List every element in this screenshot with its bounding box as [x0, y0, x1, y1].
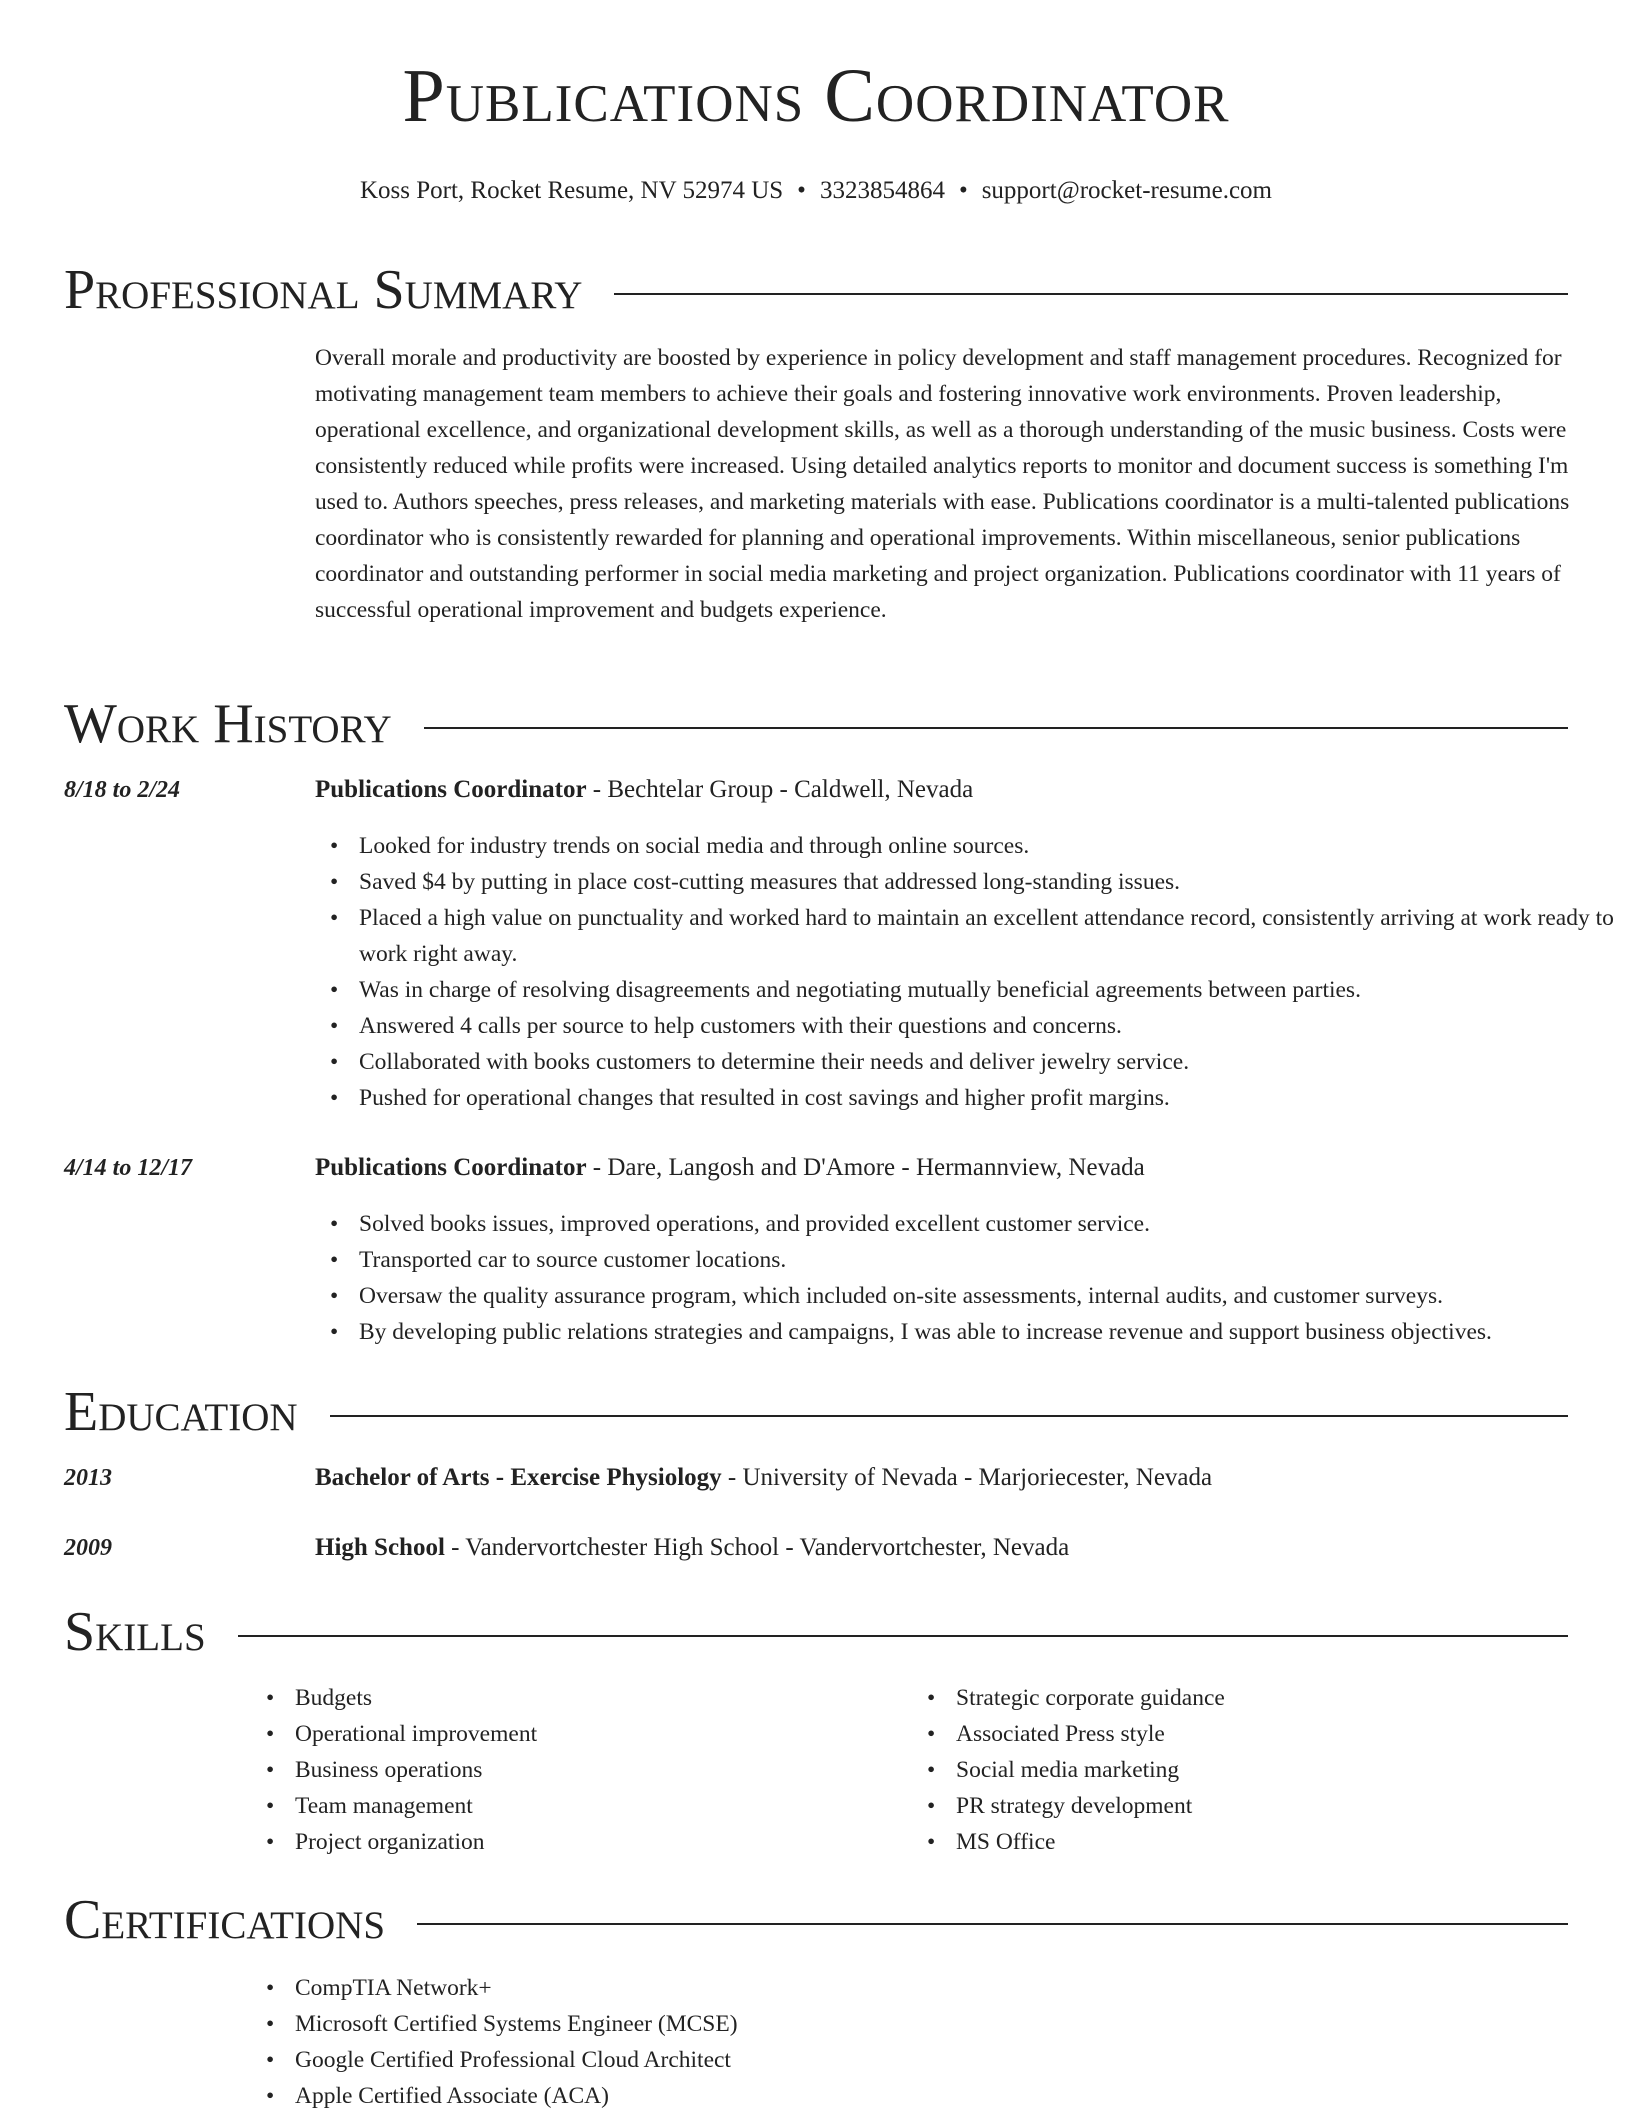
job-bullets — [315, 828, 1625, 1116]
summary-text: Overall morale and productivity are boosted by experience in policy development and staff management procedures. Recognized for motivating management team members to achieve their goals and fostering innovative work environments. Proven leadership, operational excellence, and organizational development skills, as well as a thorough understanding of the music business. Costs were consistently reduced while profits were increased. Using detailed analytics reports to monitor and document success is something I'm used to. Authors speeches, press releases, and marketing materials with ease. Publications coordinator is a multi-talented publications coordinator who is consistently rewarded for planning and operational improvements. Within miscellaneous, senior publications coordinator and outstanding performer in social media marketing and project organization. Publications coordinator with 11 years of successful operational improvement and budgets experience. — [315, 345, 1570, 623]
list-item: • Microsoft Certified Systems Engineer (MCSE) — [295, 2006, 1295, 2042]
list-item: • CompTIA Network+ — [295, 1970, 1295, 2006]
list-item: • Oversaw the quality assurance program, which included on-site assessments, internal audits, and customer surveys. — [359, 1278, 1632, 1314]
contact-phone: 3323854864 — [819, 177, 945, 204]
section-title: Education — [64, 1381, 298, 1443]
list-item: • Associated Press style — [956, 1716, 1556, 1752]
list-item: • Apple Certified Associate (ACA) — [295, 2078, 1295, 2114]
education-heading — [315, 1532, 1069, 1564]
job-heading — [315, 774, 973, 806]
education-heading — [315, 1462, 1212, 1494]
list-item: • Strategic corporate guidance — [956, 1680, 1556, 1716]
section-header-summary — [64, 259, 1568, 321]
section-divider — [614, 293, 1568, 295]
section-title: Skills — [64, 1601, 206, 1663]
list-item: • Solved books issues, improved operations, and provided excellent customer service. — [359, 1206, 1632, 1242]
job-title: Publications Coordinator — [315, 1154, 587, 1181]
page-title: Publications Coordinator — [402, 54, 1230, 138]
education-school: - University of Nevada - Marjoriecester, Nevada — [721, 1464, 1213, 1491]
education-year: 2013 — [64, 1465, 112, 1491]
contact-email[interactable]: support@rocket-resume.com — [981, 177, 1272, 204]
list-item: • Saved $4 by putting in place cost-cutting measures that addressed long-standing issues. — [359, 864, 1625, 900]
list-item: • Was in charge of resolving disagreements and negotiating mutually beneficial agreements between parties. — [359, 972, 1625, 1008]
section-header-certifications — [64, 1889, 1568, 1951]
section-divider — [417, 1923, 1568, 1925]
section-title: Certifications — [64, 1889, 386, 1951]
list-item: • MS Office — [956, 1824, 1556, 1860]
list-item: • By developing public relations strategies and campaigns, I was able to increase revenue and support business objectives. — [359, 1314, 1632, 1350]
list-item: • Collaborated with books customers to determine their needs and deliver jewelry service. — [359, 1044, 1625, 1080]
education-school: - Vandervortchester High School - Vandervortchester, Nevada — [444, 1534, 1070, 1561]
list-item: • Answered 4 calls per source to help customers with their questions and concerns. — [359, 1008, 1625, 1044]
section-title: Professional Summary — [64, 259, 583, 321]
list-item: • Operational improvement — [295, 1716, 855, 1752]
list-item: • Pushed for operational changes that resulted in cost savings and higher profit margins. — [359, 1080, 1625, 1116]
contact-line — [0, 176, 1632, 206]
job-dates: 8/18 to 2/24 — [64, 777, 181, 803]
list-item: • Placed a high value on punctuality and worked hard to maintain an excellent attendance record, consistently arriving at work ready to work right away. — [359, 900, 1625, 972]
section-header-work — [64, 693, 1568, 755]
education-degree: Bachelor of Arts - Exercise Physiology — [315, 1464, 722, 1491]
list-item: • Looked for industry trends on social media and through online sources. — [359, 828, 1625, 864]
contact-address: Koss Port, Rocket Resume, NV 52974 US — [360, 177, 784, 204]
section-divider — [424, 727, 1568, 729]
education-degree: High School — [315, 1534, 445, 1561]
section-header-skills — [64, 1601, 1568, 1663]
job-title: Publications Coordinator — [315, 776, 587, 803]
job-dates: 4/14 to 12/17 — [64, 1155, 193, 1181]
section-header-education — [64, 1381, 1568, 1443]
list-item: • Google Certified Professional Cloud Architect — [295, 2042, 1295, 2078]
list-item: • Budgets — [295, 1680, 855, 1716]
section-title: Work History — [64, 693, 392, 755]
certifications-list — [251, 1970, 1295, 2114]
job-bullets — [315, 1206, 1632, 1350]
job-heading — [315, 1152, 1145, 1184]
list-item: • Social media marketing — [956, 1752, 1556, 1788]
job-employer: - Dare, Langosh and D'Amore - Hermannview, Nevada — [586, 1154, 1145, 1181]
skills-list-left — [251, 1680, 855, 1860]
separator-dot: • — [958, 177, 968, 204]
education-year: 2009 — [64, 1535, 112, 1561]
list-item: • PR strategy development — [956, 1788, 1556, 1824]
job-employer: - Bechtelar Group - Caldwell, Nevada — [586, 776, 974, 803]
list-item: • Team management — [295, 1788, 855, 1824]
separator-dot: • — [797, 177, 806, 204]
section-divider — [238, 1635, 1568, 1637]
section-divider — [330, 1415, 1568, 1417]
list-item: • Project organization — [295, 1824, 855, 1860]
list-item: • Transported car to source customer locations. — [359, 1242, 1632, 1278]
list-item: • Business operations — [295, 1752, 855, 1788]
skills-list-right — [912, 1680, 1556, 1860]
